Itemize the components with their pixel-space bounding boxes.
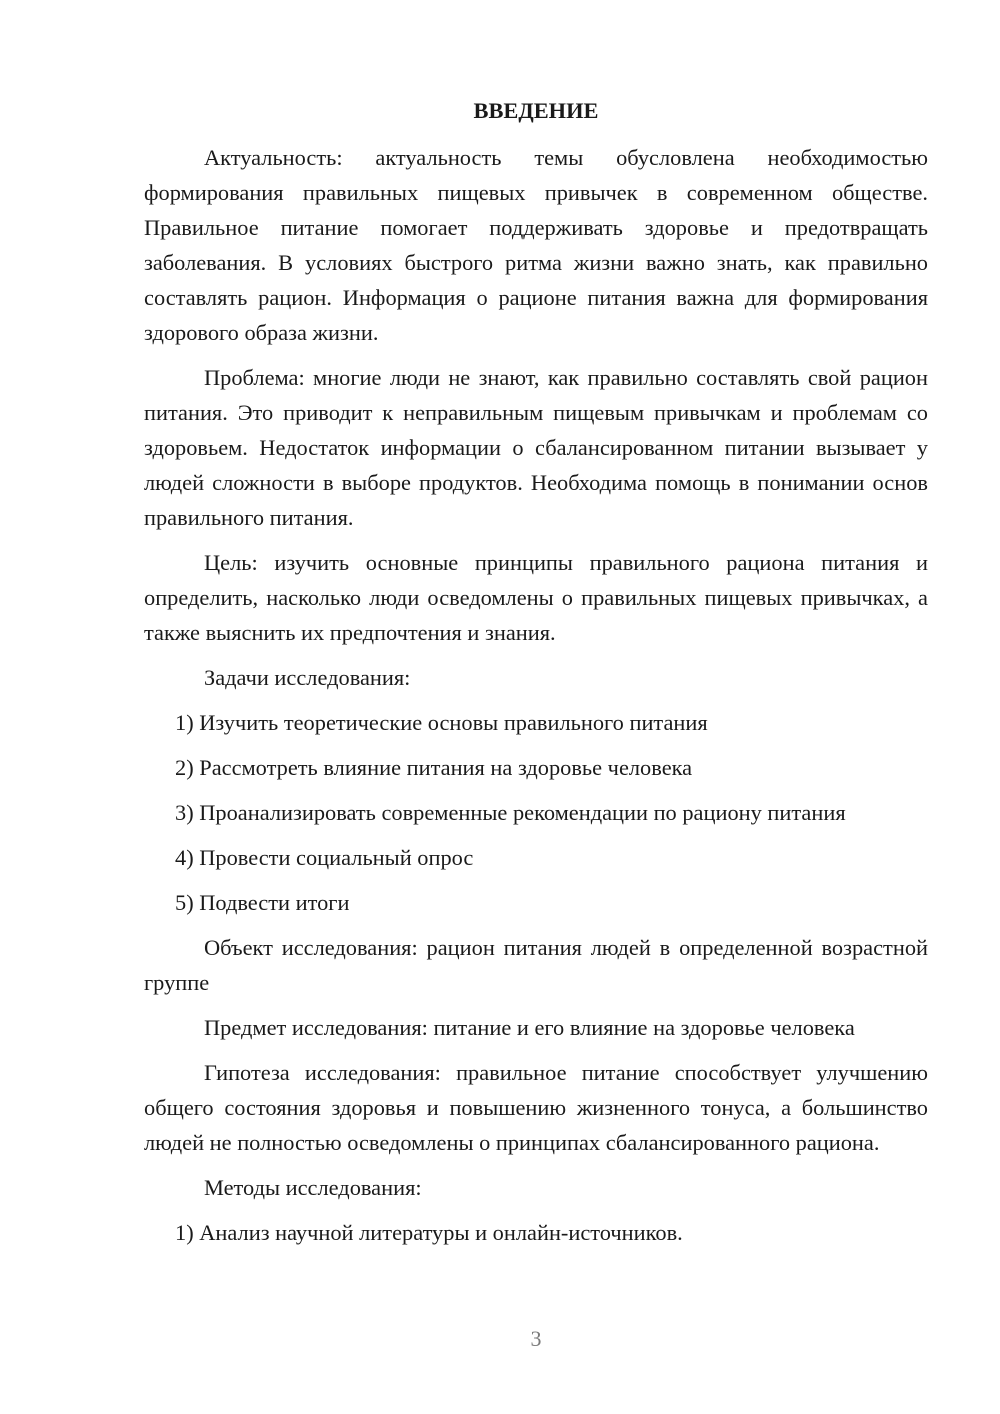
task-item: 3) Проанализировать современные рекомендации по рациону питания [175,800,846,825]
task-item: 5) Подвести итоги [175,890,350,915]
tasks-list [144,705,928,920]
task-item: 2) Рассмотреть влияние питания на здоровье человека [175,755,693,780]
hypothesis-paragraph: Гипотеза исследования: правильное питание способствует улучшению общего состояния здоровья и повышению жизненного тонуса, а большинство людей не полностью осведомлены о принципах сбалансированного рациона. [144,1060,928,1155]
page-number: 3 [530,1326,542,1351]
object-paragraph: Объект исследования: рацион питания людей в определенной возрастной группе [144,935,928,995]
methods-label: Методы исследования: [204,1175,422,1200]
subject-paragraph: Предмет исследования: питание и его влияние на здоровье человека [204,1015,855,1040]
problem-paragraph: Проблема: многие люди не знают, как правильно составлять свой рацион питания. Это приводит к неправильным пищевым привычкам и проблемам со здоровьем. Недостаток информации о сбалансированном питании вызывает у людей сложности в выборе продуктов. Необходима помощь в понимании основ правильного питания. [144,365,928,530]
task-item: 4) Провести социальный опрос [175,845,474,870]
page-content [144,92,928,1260]
goal-paragraph: Цель: изучить основные принципы правильного рациона питания и определить, насколько люди осведомлены о правильных пищевых привычках, а также выяснить их предпочтения и знания. [144,550,928,645]
method-item: 1) Анализ научной литературы и онлайн-источников. [175,1220,683,1245]
task-item: 1) Изучить теоретические основы правильного питания [175,710,708,735]
tasks-label: Задачи исследования: [204,665,411,690]
methods-list [144,1215,928,1250]
relevance-paragraph: Актуальность: актуальность темы обусловлена необходимостью формирования правильных пищевых привычек в современном обществе. Правильное питание помогает поддерживать здоровье и предотвращать заболевания. В условиях быстрого ритма жизни важно знать, как правильно составлять рацион. Информация о рационе питания важна для формирования здорового образа жизни. [144,145,928,345]
section-heading: ВВЕДЕНИЕ [473,98,599,123]
